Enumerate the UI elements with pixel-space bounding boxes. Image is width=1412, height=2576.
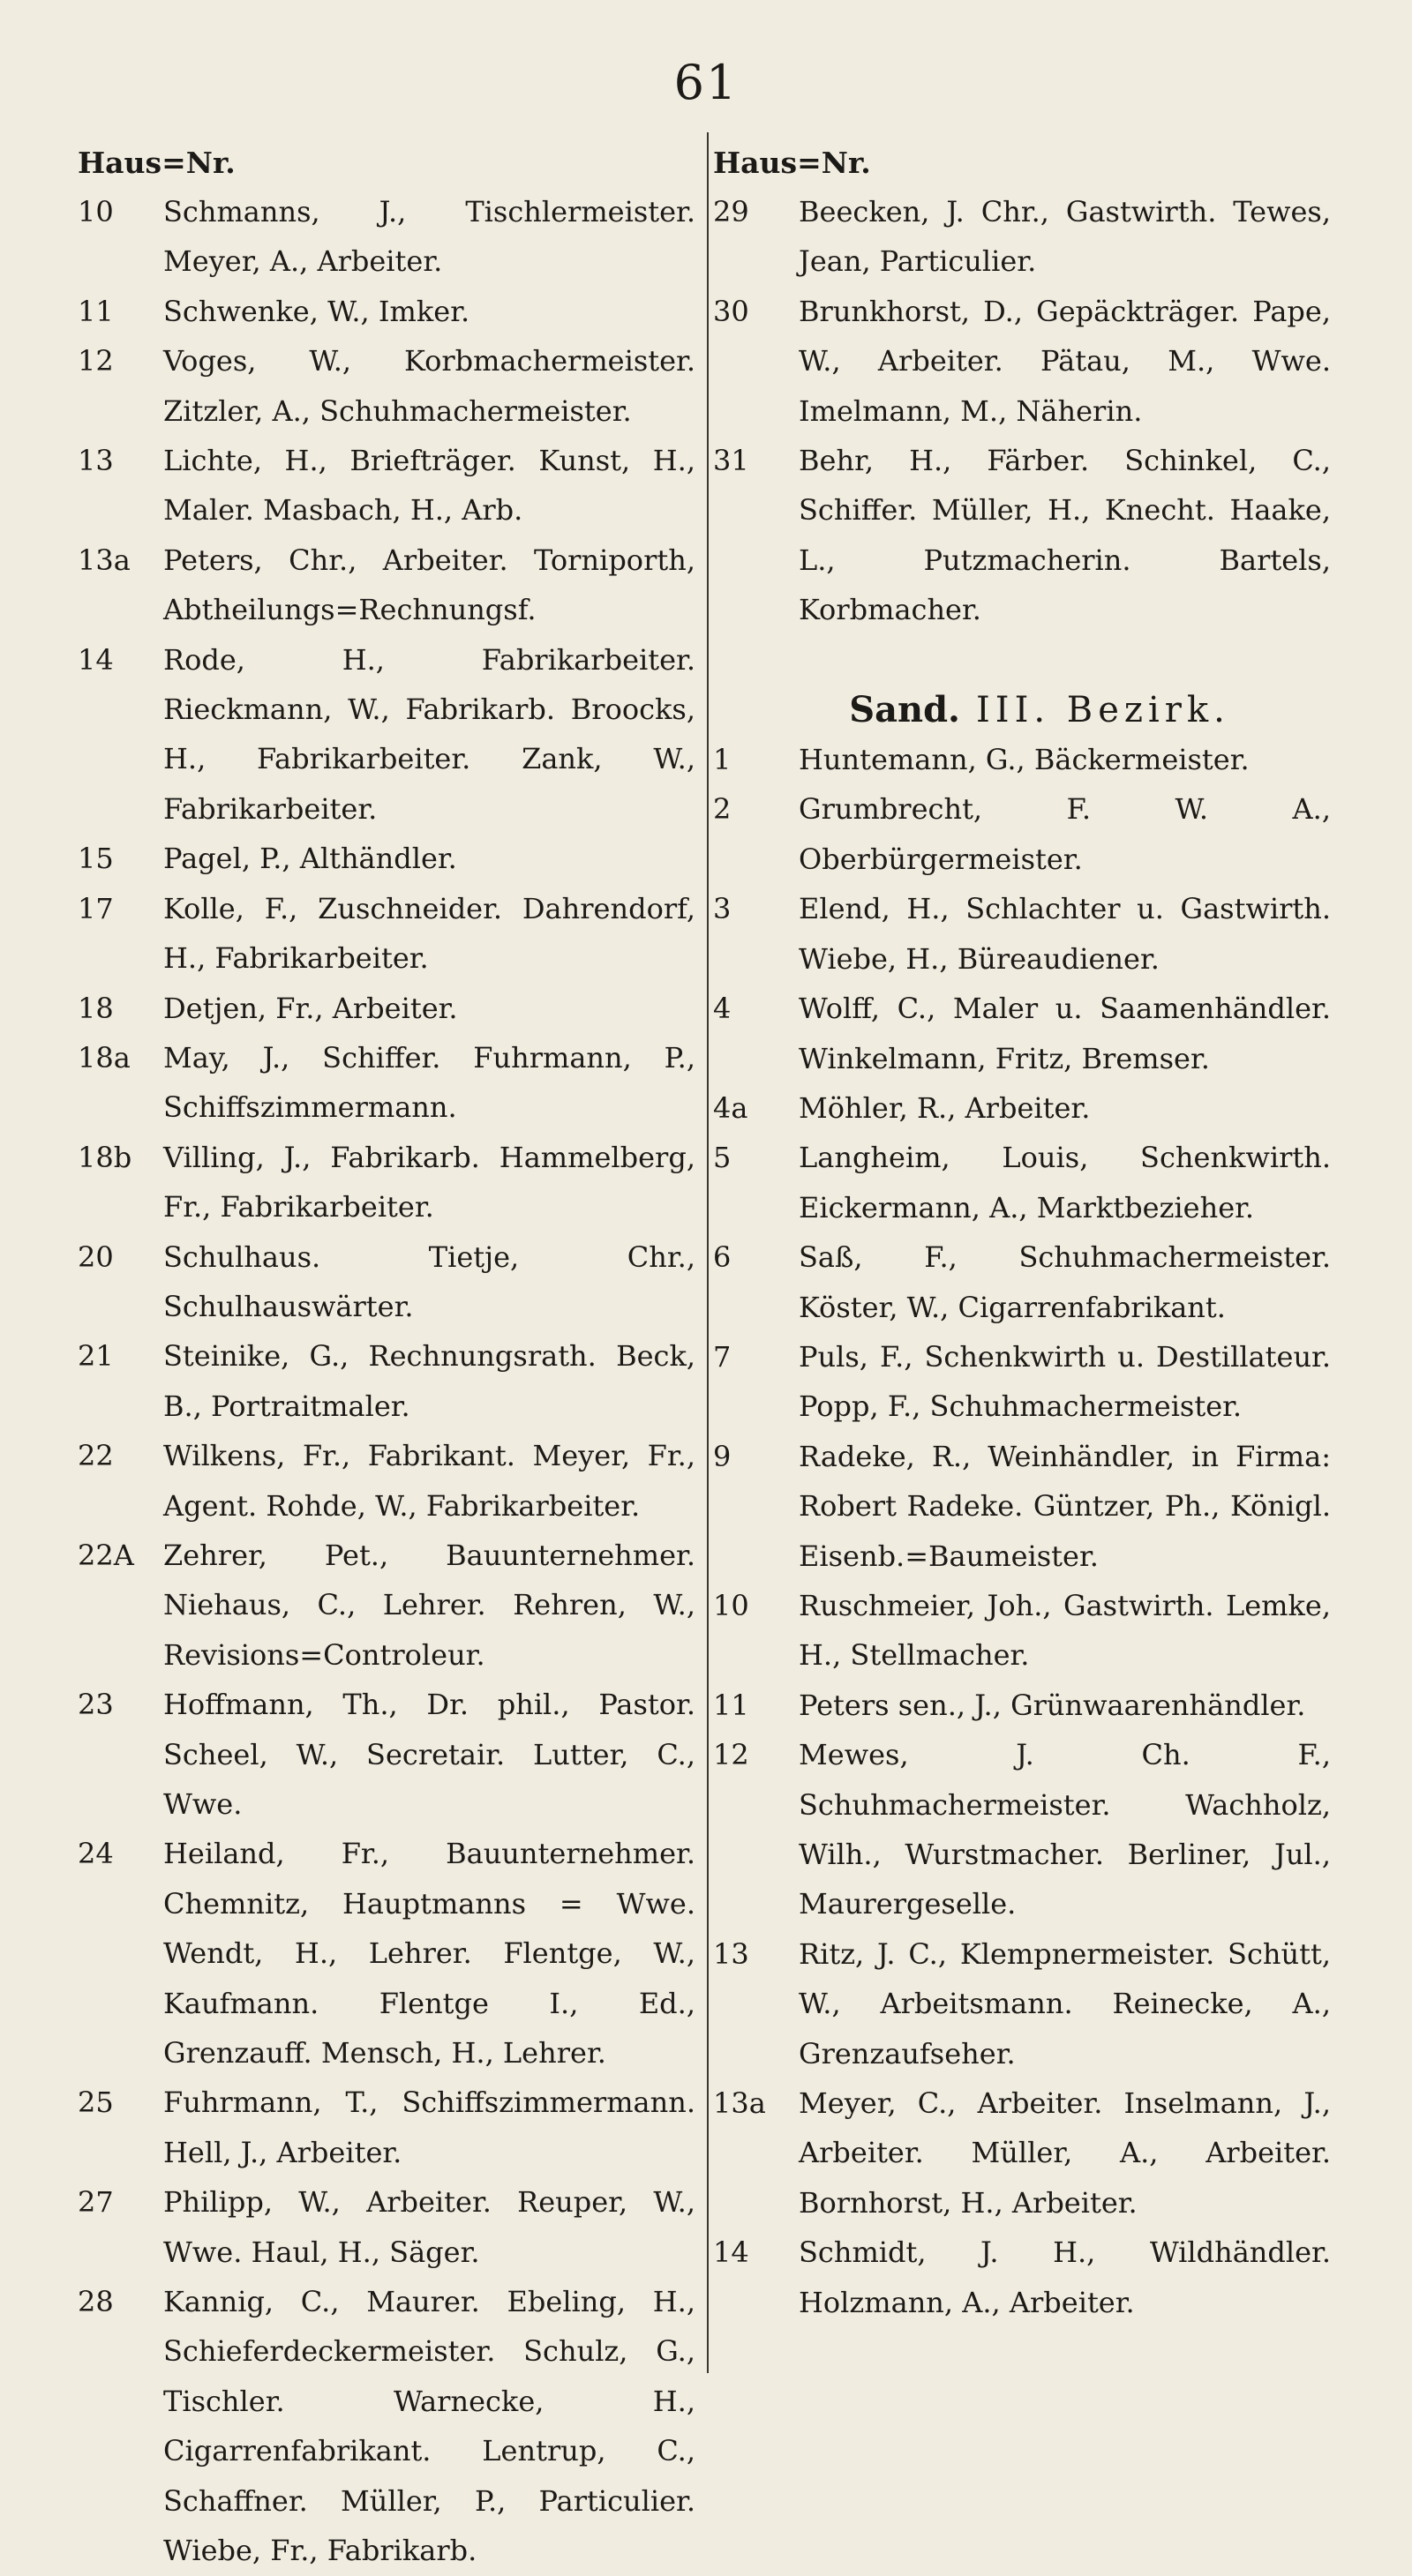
resident-text: Hoffmann, Th., Dr. phil., Pastor. Scheel, W., Secretair. Lutter, C., Wwe. bbox=[163, 1688, 695, 1821]
house-number: 9 bbox=[713, 1439, 732, 1473]
resident-text: Puls, F., Schenkwirth u. Destillateur. Popp, F., Schuhmachermeister. bbox=[799, 1339, 1331, 1424]
directory-entry bbox=[78, 1331, 695, 1431]
house-number: 13 bbox=[713, 1936, 749, 1971]
house-number: 10 bbox=[78, 195, 114, 228]
house-number: 13 bbox=[78, 444, 114, 478]
directory-entry bbox=[713, 1681, 1331, 1730]
resident-text: Steinike, G., Rechnungsrath. Beck, B., Portraitmaler. bbox=[163, 1339, 695, 1423]
directory-entry bbox=[713, 735, 1331, 784]
directory-entry bbox=[78, 1133, 695, 1232]
house-number: 28 bbox=[78, 2285, 114, 2319]
resident-text: Lichte, H., Briefträger. Kunst, H., Maler. Masbach, H., Arb. bbox=[163, 444, 695, 528]
directory-entry bbox=[78, 1829, 695, 2078]
directory-entry bbox=[713, 2078, 1331, 2228]
resident-text: Ritz, J. C., Klempnermeister. Schütt, W., Arbeitsmann. Reinecke, A., Grenzaufseher. bbox=[799, 1936, 1331, 2071]
directory-entry bbox=[78, 1232, 695, 1332]
house-number: 31 bbox=[713, 444, 749, 478]
district-label: III. Bezirk. bbox=[975, 689, 1230, 730]
resident-text: Zehrer, Pet., Bauunternehmer. Niehaus, C., Lehrer. Rehren, W., Revisions=Controleur. bbox=[163, 1538, 695, 1672]
directory-entry bbox=[713, 984, 1331, 1083]
house-number: 15 bbox=[78, 842, 114, 876]
resident-text: Kolle, F., Zuschneider. Dahrendorf, H., Fabrikarbeiter. bbox=[163, 891, 695, 976]
resident-text: Radeke, R., Weinhändler, in Firma: Robert Radeke. Güntzer, Ph., Königl. Eisenb.=Baumeister. bbox=[799, 1439, 1331, 1573]
directory-entry bbox=[713, 187, 1331, 287]
resident-text: Grumbrecht, F. W. A., Oberbürgermeister. bbox=[799, 792, 1331, 876]
directory-entry bbox=[713, 784, 1331, 884]
house-number: 5 bbox=[713, 1141, 732, 1175]
right-column bbox=[713, 139, 1331, 2327]
house-number: 11 bbox=[78, 294, 114, 328]
entry-list bbox=[713, 735, 1331, 2327]
directory-entry bbox=[78, 187, 695, 287]
directory-entry bbox=[78, 2078, 695, 2177]
house-number: 12 bbox=[713, 1738, 749, 1772]
house-number: 20 bbox=[78, 1239, 114, 1274]
resident-text: Voges, W., Korbmachermeister. Zitzler, A., Schuhmachermeister. bbox=[163, 344, 695, 428]
directory-entry bbox=[713, 1083, 1331, 1133]
house-number: 4a bbox=[713, 1090, 748, 1125]
directory-entry bbox=[713, 1232, 1331, 1332]
house-number: 18a bbox=[78, 1040, 131, 1075]
resident-text: Philipp, W., Arbeiter. Reuper, W., Wwe. Haul, H., Säger. bbox=[163, 2185, 695, 2269]
resident-text: Schmanns, J., Tischlermeister. Meyer, A., Arbeiter. bbox=[163, 195, 695, 279]
directory-entry bbox=[78, 336, 695, 436]
resident-text: Schwenke, W., Imker. bbox=[163, 294, 470, 328]
entry-list bbox=[78, 187, 695, 2576]
directory-entry bbox=[78, 1680, 695, 1829]
directory-entry bbox=[78, 436, 695, 535]
directory-entry bbox=[78, 884, 695, 984]
house-number: 22 bbox=[78, 1439, 114, 1473]
house-number: 4 bbox=[713, 992, 732, 1026]
entry-list bbox=[713, 187, 1331, 635]
directory-entry bbox=[713, 436, 1331, 635]
directory-entry bbox=[78, 1033, 695, 1133]
resident-text: Rode, H., Fabrikarbeiter. Rieckmann, W., Fabrikarb. Broocks, H., Fabrikarbeiter. Zank, W., Fabrikarbeiter. bbox=[163, 642, 695, 826]
resident-text: Möhler, R., Arbeiter. bbox=[799, 1090, 1091, 1125]
house-number: 1 bbox=[713, 743, 732, 777]
house-number: 22A bbox=[78, 1538, 134, 1572]
directory-entry bbox=[713, 1929, 1331, 2078]
resident-text: Mewes, J. Ch. F., Schuhmachermeister. Wachholz, Wilh., Wurstmacher. Berliner, Jul., Maurergeselle. bbox=[799, 1738, 1331, 1921]
house-number: 14 bbox=[713, 2235, 749, 2270]
resident-text: Meyer, C., Arbeiter. Inselmann, J., Arbeiter. Müller, A., Arbeiter. Bornhorst, H., Arbeiter. bbox=[799, 2086, 1331, 2220]
resident-text: Pagel, P., Althändler. bbox=[163, 842, 457, 876]
page-number: 61 bbox=[673, 55, 739, 110]
house-number: 11 bbox=[713, 1688, 749, 1722]
section-heading bbox=[713, 685, 1331, 735]
column-divider bbox=[707, 132, 709, 2373]
resident-text: Peters, Chr., Arbeiter. Torniporth, Abtheilungs=Rechnungsf. bbox=[163, 543, 695, 627]
house-number: 25 bbox=[78, 2086, 114, 2120]
resident-text: Saß, F., Schuhmachermeister. Köster, W., Cigarrenfabrikant. bbox=[799, 1240, 1331, 1324]
resident-text: Schmidt, J. H., Wildhändler. Holzmann, A., Arbeiter. bbox=[799, 2235, 1331, 2319]
resident-text: Langheim, Louis, Schenkwirth. Eickermann, A., Marktbezieher. bbox=[799, 1141, 1331, 1224]
directory-entry bbox=[78, 287, 695, 336]
house-number: 2 bbox=[713, 792, 732, 827]
column-header: Haus=Nr. bbox=[78, 146, 236, 180]
house-number: 18b bbox=[78, 1140, 132, 1174]
house-number: 29 bbox=[713, 195, 749, 228]
house-number: 7 bbox=[713, 1339, 732, 1374]
directory-entry bbox=[713, 2228, 1331, 2327]
directory-entry bbox=[713, 1332, 1331, 1432]
resident-text: Peters sen., J., Grünwaarenhändler. bbox=[799, 1688, 1306, 1722]
street-name: Sand. bbox=[849, 688, 960, 730]
house-number: 3 bbox=[713, 892, 732, 926]
directory-entry bbox=[713, 884, 1331, 984]
house-number: 12 bbox=[78, 344, 114, 378]
house-number: 10 bbox=[713, 1588, 749, 1622]
resident-text: Detjen, Fr., Arbeiter. bbox=[163, 991, 458, 1025]
resident-text: May, J., Schiffer. Fuhrmann, P., Schiffszimmermann. bbox=[163, 1040, 695, 1125]
house-number: 18 bbox=[78, 991, 114, 1025]
house-number: 6 bbox=[713, 1240, 732, 1275]
directory-entry bbox=[78, 635, 695, 835]
left-column bbox=[78, 139, 695, 2576]
directory-entry bbox=[78, 2277, 695, 2575]
house-number: 13a bbox=[78, 543, 131, 577]
resident-text: Elend, H., Schlachter u. Gastwirth. Wiebe, H., Büreaudiener. bbox=[799, 892, 1331, 976]
column-header: Haus=Nr. bbox=[713, 146, 871, 180]
resident-text: Behr, H., Färber. Schinkel, C., Schiffer. Müller, H., Knecht. Haake, L., Putzmacherin. Bartels, Korbmacher. bbox=[799, 444, 1331, 627]
resident-text: Fuhrmann, T., Schiffszimmermann. Hell, J., Arbeiter. bbox=[163, 2086, 695, 2169]
directory-entry bbox=[78, 1431, 695, 1531]
resident-text: Villing, J., Fabrikarb. Hammelberg, Fr., Fabrikarbeiter. bbox=[163, 1140, 695, 1224]
directory-entry bbox=[78, 984, 695, 1033]
house-number: 21 bbox=[78, 1339, 114, 1374]
house-number: 23 bbox=[78, 1688, 114, 1722]
directory-entry bbox=[78, 834, 695, 883]
directory-entry bbox=[713, 287, 1331, 436]
directory-entry bbox=[713, 1432, 1331, 1581]
house-number: 13a bbox=[713, 2086, 766, 2121]
directory-entry bbox=[78, 2177, 695, 2277]
resident-text: Huntemann, G., Bäckermeister. bbox=[799, 743, 1250, 777]
directory-entry bbox=[713, 1133, 1331, 1232]
resident-text: Heiland, Fr., Bauunternehmer. Chemnitz, Hauptmanns = Wwe. Wendt, H., Lehrer. Flentge, W., Kaufmann. Flentge I., Ed., Grenzauff. Mensch, H., Lehrer. bbox=[163, 1837, 695, 2071]
house-number: 14 bbox=[78, 642, 114, 677]
resident-text: Wilkens, Fr., Fabrikant. Meyer, Fr., Agent. Rohde, W., Fabrikarbeiter. bbox=[163, 1439, 695, 1523]
house-number: 17 bbox=[78, 891, 114, 925]
directory-entry bbox=[713, 1730, 1331, 1929]
directory-entry bbox=[713, 1581, 1331, 1681]
house-number: 24 bbox=[78, 1837, 114, 1871]
resident-text: Schulhaus. Tietje, Chr., Schulhauswärter. bbox=[163, 1239, 695, 1323]
house-number: 30 bbox=[713, 294, 749, 328]
resident-text: Kannig, C., Maurer. Ebeling, H., Schieferdeckermeister. Schulz, G., Tischler. Warnecke, H., Cigarrenfabrikant. Lentrup, C., Schaffner. Müller, P., Particulier. Wiebe, Fr., Fabrikarb. bbox=[163, 2285, 695, 2568]
directory-entry bbox=[78, 1531, 695, 1680]
directory-entry bbox=[78, 535, 695, 635]
resident-text: Wolff, C., Maler u. Saamenhändler. Winkelmann, Fritz, Bremser. bbox=[799, 992, 1331, 1075]
resident-text: Brunkhorst, D., Gepäckträger. Pape, W., Arbeiter. Pätau, M., Wwe. Imelmann, M., Näherin. bbox=[799, 294, 1331, 428]
resident-text: Beecken, J. Chr., Gastwirth. Tewes, Jean, Particulier. bbox=[799, 195, 1331, 279]
resident-text: Ruschmeier, Joh., Gastwirth. Lemke, H., Stellmacher. bbox=[799, 1588, 1331, 1673]
house-number: 27 bbox=[78, 2185, 114, 2220]
